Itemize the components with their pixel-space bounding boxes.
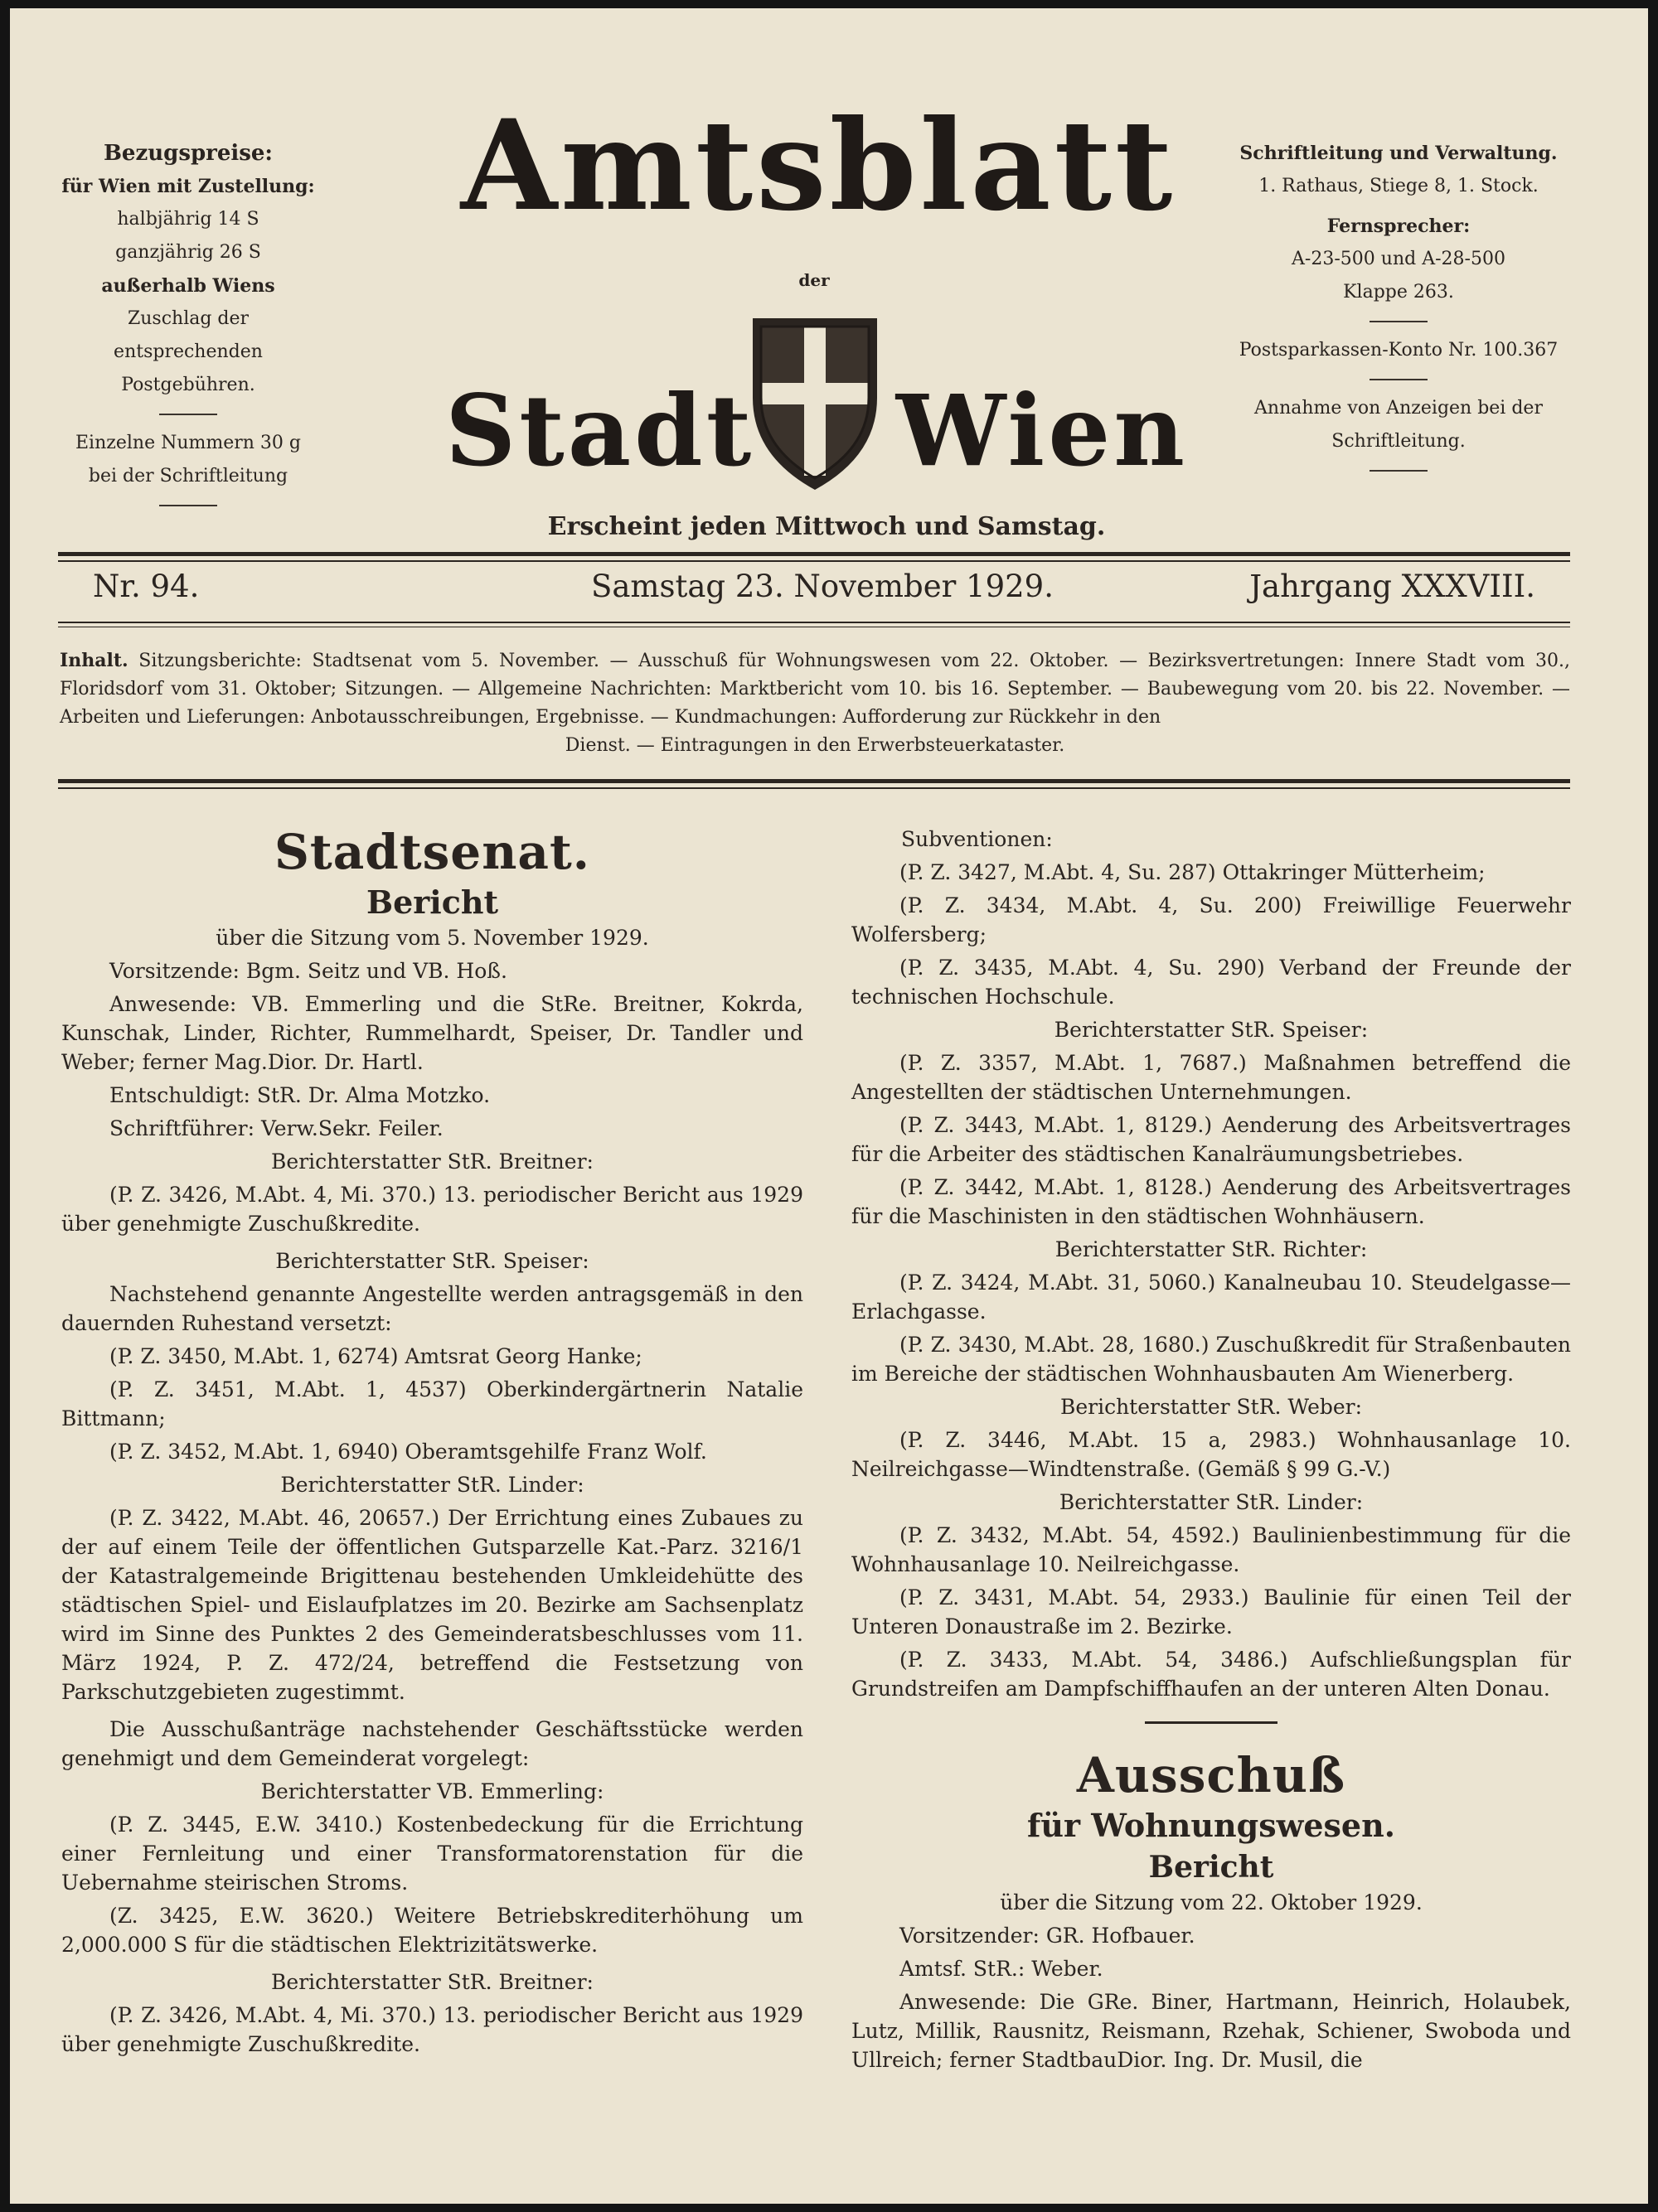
- divider: [159, 505, 217, 506]
- publication-schedule: Erscheint jeden Mittwoch und Samstag.: [547, 512, 1106, 541]
- agenda-item: Nachstehend genannte Angestellte werden antragsgemäß in den dauernden Ruhestand versetzt:: [61, 1282, 803, 1335]
- contents-rule-thin: [58, 787, 1570, 789]
- agenda-item: (P. Z. 3434, M.Abt. 4, Su. 200) Freiwillige Feuerwehr Wolfersberg;: [851, 893, 1571, 946]
- volume: Jahrgang XXXVIII.: [1249, 569, 1535, 604]
- phone-numbers: A-23-500 und A-28-500: [1292, 249, 1505, 269]
- section-title-ausschuss: Ausschuß: [1076, 1747, 1346, 1803]
- surcharge-line-1: Zuschlag der entsprechenden: [114, 308, 263, 362]
- agenda-item: (P. Z. 3424, M.Abt. 31, 5060.) Kanalneubau 10. Steudelgasse—Erlachgasse.: [851, 1271, 1571, 1324]
- rapporteur: Berichterstatter StR. Linder:: [280, 1473, 584, 1497]
- masthead-title-stadt: Stadt: [445, 373, 755, 488]
- rapporteur: Berichterstatter StR. Breitner:: [271, 1150, 594, 1174]
- agenda-item: Die Ausschußanträge nachstehender Geschäftsstücke werden genehmigt und dem Gemeinderat vorgelegt:: [61, 1717, 803, 1770]
- vienna-delivery-label: für Wien mit Zustellung:: [61, 176, 315, 197]
- agenda-item: (P. Z. 3432, M.Abt. 54, 4592.) Baulinienbestimmung für die Wohnhausanlage 10. Neilreichgasse.: [851, 1523, 1571, 1576]
- report-heading: Bericht: [1148, 1850, 1274, 1885]
- agenda-item: (Z. 3425, E.W. 3620.) Weitere Betriebskrediterhöhung um 2,000.000 S für die städtischen Elektrizitätswerke.: [61, 1904, 803, 1957]
- editorial-heading: Schriftleitung und Verwaltung.: [1239, 143, 1558, 164]
- ads-line-1: Annahme von Anzeigen bei der: [1254, 398, 1543, 419]
- contents-label: Inhalt.: [60, 650, 128, 671]
- rapporteur: Berichterstatter StR. Richter:: [1054, 1237, 1368, 1261]
- contents-text: Sitzungsberichte: Stadtsenat vom 5. November. — Ausschuß für Wohnungswesen vom 22. Oktober. — Bezirksvertretungen: Innere Stadt vom 30., Floridsdorf vom 31. Oktober; Sitzungen. — Allgemeine Nachrichten: Marktbericht vom 10. bis 16. September. — Baubewegung vom 20. bis 22. November. — Arbeiten und Lieferungen: Anbotausschreibungen, Ergebnisse. — Kundmachungen: Aufforderung zur Rückkehr in den: [60, 651, 1570, 728]
- ads-line-2: Schriftleitung.: [1331, 431, 1466, 452]
- phone-label: Fernsprecher:: [1326, 215, 1471, 237]
- agenda-item: (P. Z. 3422, M.Abt. 46, 20657.) Der Errichtung eines Zubaues zu der auf einem Teile der öffentlichen Gutsparzelle Kat.-Parz. 3216/1 der Katastralgemeinde Brigittenau bestehenden Umkleidehütte des städtischen Spiel- und Eislaufplatzes im 20. Bezirke am Sachsenplatz wird im Sinne des Punktes 2 des Gemeinderatsbeschlusses vom 11. März 1924, P. Z. 472/24, betreffend die Festsetzung von Parkschutzgebieten zugestimmt.: [61, 1506, 803, 1704]
- section-subtitle: für Wohnungswesen.: [1027, 1807, 1395, 1844]
- phone-extension: Klappe 263.: [1343, 282, 1454, 303]
- subscription-heading: Bezugspreise:: [103, 141, 274, 166]
- divider: [159, 414, 217, 415]
- divider: [1370, 379, 1428, 380]
- agenda-item: (P. Z. 3433, M.Abt. 54, 3486.) Aufschließungsplan für Grundstreifen am Dampfschiffhaufen an der unteren Alten Donau.: [851, 1648, 1571, 1701]
- rapporteur: Berichterstatter StR. Weber:: [1059, 1395, 1363, 1419]
- subscription-info: [60, 137, 317, 518]
- editorial-address: 1. Rathaus, Stiege 8, 1. Stock.: [1258, 176, 1539, 196]
- rapporteur: Berichterstatter StR. Linder:: [1059, 1490, 1364, 1514]
- right-column: [851, 825, 1571, 2079]
- editorial-info: [1220, 137, 1577, 483]
- report-heading: Bericht: [366, 883, 499, 921]
- agenda-item: (P. Z. 3445, E.W. 3410.) Kostenbedeckung für die Errichtung einer Fernleitung und einer Transformatorenstation für die Uebernahme steirischen Stroms.: [61, 1813, 803, 1895]
- present: Anwesende: VB. Emmerling und die StRe. Breitner, Kokrda, Kunschak, Linder, Richter, Rummelhardt, Speiser, Dr. Tandler und Weber; ferner Mag.Dior. Dr. Hartl.: [61, 992, 803, 1074]
- issue-number: Nr. 94.: [93, 569, 200, 604]
- postal-savings-account: Postsparkassen-Konto Nr. 100.367: [1239, 340, 1559, 361]
- agenda-item: (P. Z. 3442, M.Abt. 1, 8128.) Aenderung des Arbeitsvertrages für die Maschinisten in den städtischen Wohnhäusern.: [851, 1175, 1571, 1228]
- official: Amtsf. StR.: Weber.: [899, 1957, 1103, 1981]
- section-title-stadtsenat: Stadtsenat.: [274, 824, 590, 880]
- agenda-item: (P. Z. 3450, M.Abt. 1, 6274) Amtsrat Georg Hanke;: [109, 1344, 642, 1368]
- masthead-der: der: [798, 270, 830, 290]
- subsidies-label: Subventionen:: [901, 827, 1053, 851]
- surcharge-line-2: Postgebühren.: [121, 375, 255, 395]
- single-issue-line-2: bei der Schriftleitung: [88, 466, 288, 486]
- divider: [1370, 470, 1428, 472]
- newspaper-page: [10, 8, 1648, 2204]
- excused: Entschuldigt: StR. Dr. Alma Motzko.: [109, 1083, 491, 1107]
- rapporteur: Berichterstatter StR. Breitner:: [271, 1970, 594, 1994]
- left-column: [61, 822, 803, 2063]
- agenda-item: (P. Z. 3435, M.Abt. 4, Su. 290) Verband der Freunde der technischen Hochschule.: [851, 956, 1571, 1009]
- vienna-coat-of-arms-icon: [749, 315, 880, 493]
- full-year-price: ganzjährig 26 S: [115, 242, 261, 263]
- issue-date: Samstag 23. November 1929.: [591, 569, 1054, 604]
- contents-text-last: Dienst. — Eintragungen in den Erwerbsteuerkataster.: [565, 735, 1065, 756]
- secretary: Schriftführer: Verw.Sekr. Feiler.: [109, 1116, 444, 1140]
- agenda-item: (P. Z. 3430, M.Abt. 28, 1680.) Zuschußkredit für Straßenbauten im Bereiche der städtischen Wohnhausbauten Am Wienerberg.: [851, 1333, 1571, 1386]
- agenda-item: (P. Z. 3452, M.Abt. 1, 6940) Oberamtsgehilfe Franz Wolf.: [109, 1440, 707, 1464]
- rapporteur: Berichterstatter StR. Speiser:: [275, 1249, 589, 1273]
- single-issue-line-1: Einzelne Nummern 30 g: [75, 433, 301, 453]
- agenda-item: (P. Z. 3427, M.Abt. 4, Su. 287) Ottakringer Mütterheim;: [899, 860, 1486, 884]
- agenda-item: (P. Z. 3451, M.Abt. 1, 4537) Oberkindergärtnerin Natalie Bittmann;: [61, 1377, 803, 1430]
- half-year-price: halbjährig 14 S: [117, 209, 259, 230]
- agenda-item: (P. Z. 3426, M.Abt. 4, Mi. 370.) 13. periodischer Bericht aus 1929 über genehmigte Zuschußkredite.: [61, 2003, 803, 2056]
- chair: Vorsitzende: Bgm. Seitz und VB. Hoß.: [109, 959, 507, 983]
- divider: [1370, 321, 1428, 322]
- section-divider: [1145, 1721, 1277, 1724]
- outside-vienna-label: außerhalb Wiens: [101, 275, 275, 297]
- session-date: über die Sitzung vom 22. Oktober 1929.: [1000, 1890, 1423, 1914]
- agenda-item: (P. Z. 3443, M.Abt. 1, 8129.) Aenderung des Arbeitsvertrages für die Arbeiter des städtischen Kanalräumungsbetriebes.: [851, 1113, 1571, 1166]
- masthead-rule-thin: [58, 560, 1570, 562]
- agenda-item: (P. Z. 3431, M.Abt. 54, 2933.) Baulinie für einen Teil der Unteren Donaustraße im 2. Bezirke.: [851, 1585, 1571, 1638]
- agenda-item: (P. Z. 3446, M.Abt. 15 a, 2983.) Wohnhausanlage 10. Neilreichgasse—Windtenstraße. (Gemäß § 99 G.-V.): [851, 1428, 1571, 1481]
- chair: Vorsitzender: GR. Hofbauer.: [899, 1924, 1195, 1948]
- masthead-title-wien: Wien: [895, 373, 1189, 488]
- session-date: über die Sitzung vom 5. November 1929.: [216, 926, 649, 950]
- present: Anwesende: Die GRe. Biner, Hartmann, Heinrich, Holaubek, Lutz, Millik, Rausnitz, Reismann, Rzehak, Schiener, Swoboda und Ullreich; ferner StadtbauDior. Ing. Dr. Musil, die: [851, 1990, 1571, 2072]
- rapporteur: Berichterstatter StR. Speiser:: [1054, 1018, 1369, 1042]
- masthead-title-top: Amtsblatt: [460, 93, 1176, 239]
- agenda-item: (P. Z. 3426, M.Abt. 4, Mi. 370.) 13. periodischer Bericht aus 1929 über genehmigte Zuschußkredite.: [61, 1183, 803, 1236]
- issue-rule: [58, 622, 1570, 623]
- agenda-item: (P. Z. 3357, M.Abt. 1, 7687.) Maßnahmen betreffend die Angestellten der städtischen Unternehmungen.: [851, 1051, 1571, 1104]
- masthead-rule-thick: [58, 552, 1570, 556]
- contents-rule-thick: [58, 779, 1570, 783]
- rapporteur: Berichterstatter VB. Emmerling:: [260, 1779, 604, 1803]
- table-of-contents: [60, 646, 1570, 760]
